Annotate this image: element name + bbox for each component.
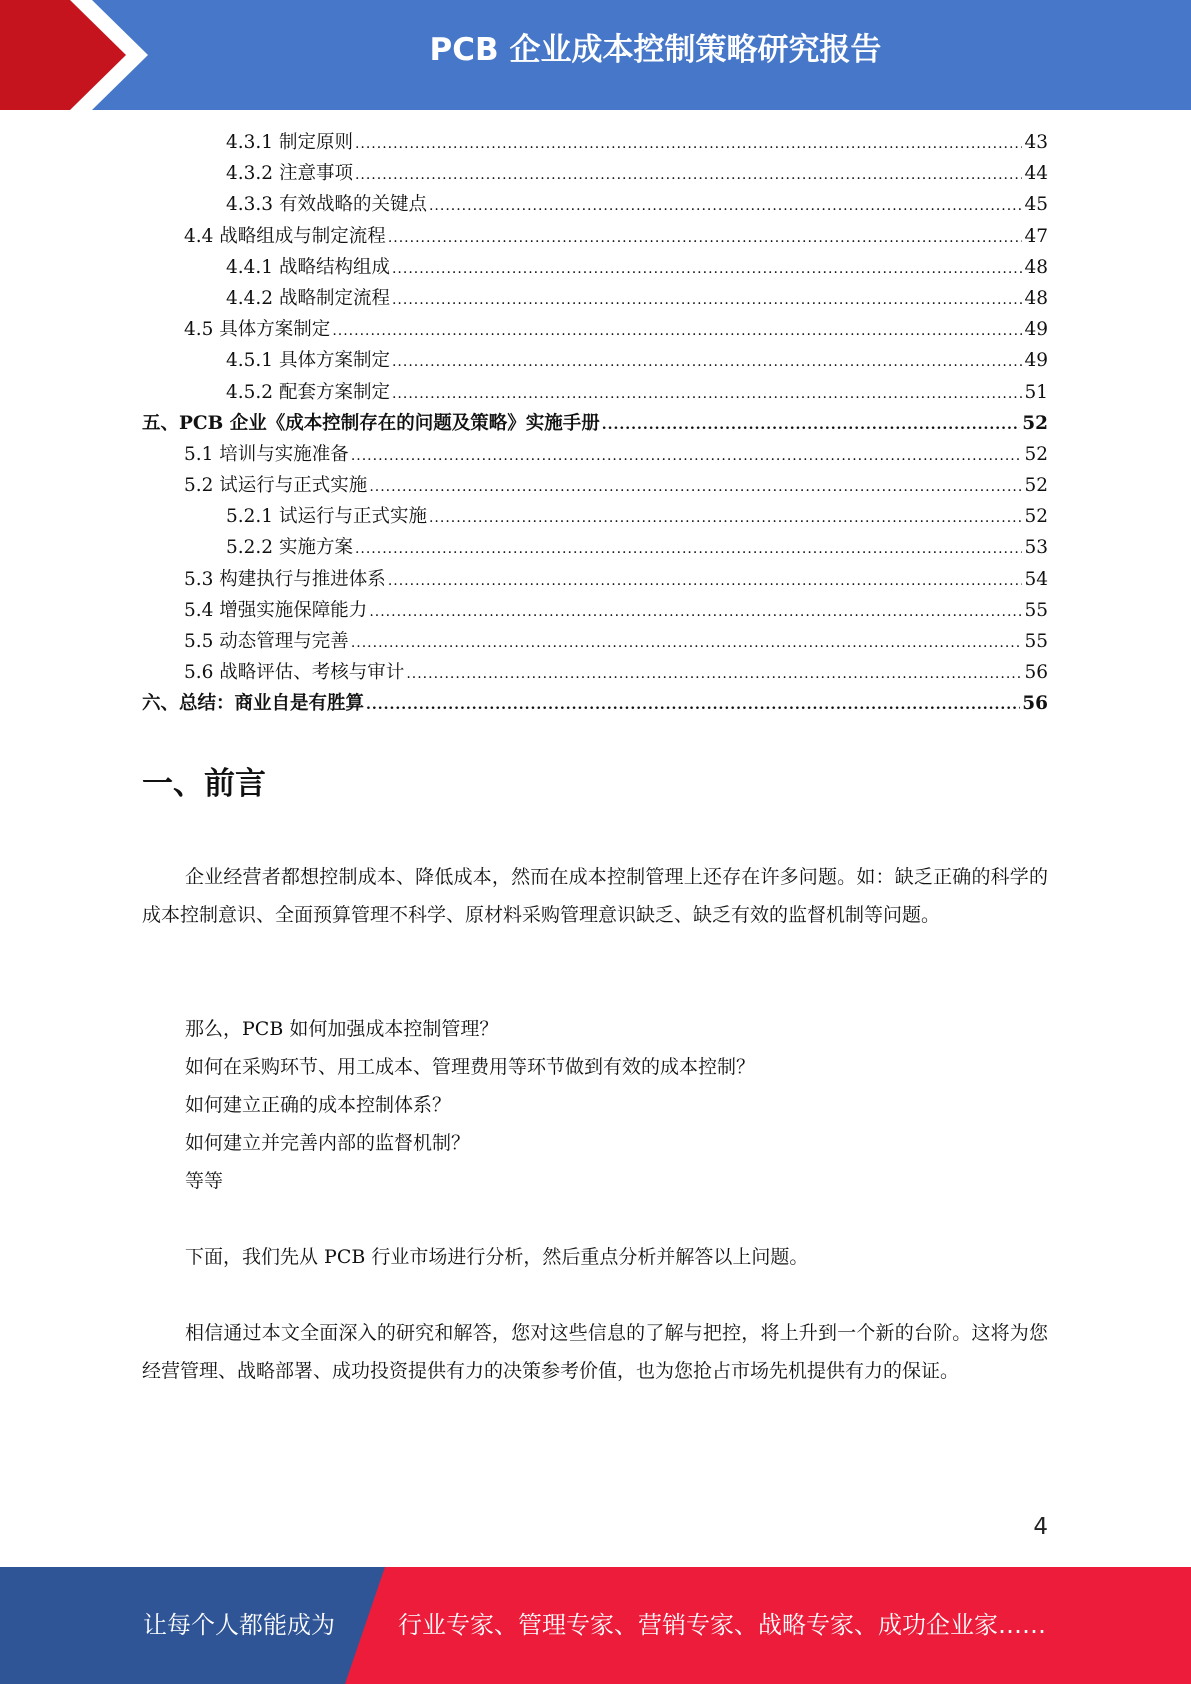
conclusion-paragraph: 相信通过本文全面深入的研究和解答，您对这些信息的了解与把控，将上升到一个新的台阶。这将为您经营管理、战略部署、成功投资提供有力的决策参考价值，也为您抢占市场先机提供有力的保证。 <box>142 1322 1048 1382</box>
toc-leader-dots <box>369 597 1022 628</box>
question-line: 如何在采购环节、用工成本、管理费用等环节做到有效的成本控制？ <box>185 1056 756 1078</box>
toc-entry[interactable] <box>142 439 1048 470</box>
toc-entry[interactable] <box>142 657 1048 688</box>
toc-entry-page: 43 <box>1024 132 1048 153</box>
toc-entry-label: 六、总结：商业自是有胜算 <box>142 693 365 715</box>
toc-entry-label: 五、PCB 企业《成本控制存在的问题及策略》实施手册 <box>142 412 600 434</box>
toc-entry-page: 52 <box>1022 412 1048 434</box>
toc-entry-page: 44 <box>1024 163 1048 185</box>
toc-leader-dots <box>355 534 1023 565</box>
toc-leader-dots <box>392 254 1022 285</box>
toc-entry-page: 45 <box>1024 194 1048 216</box>
toc-entry-label: 5.2.2 实施方案 <box>226 537 353 559</box>
toc-entry-label: 5.4 增强实施保障能力 <box>184 599 368 621</box>
toc-entry[interactable] <box>142 314 1048 345</box>
toc-entry-label: 4.3.3 有效战略的关键点 <box>226 194 427 216</box>
toc-entry-page: 52 <box>1024 475 1048 497</box>
toc-leader-dots <box>351 628 1023 659</box>
toc-entry-page: 48 <box>1024 287 1048 309</box>
toc-entry[interactable] <box>142 158 1048 189</box>
toc-entry-page: 55 <box>1024 599 1048 621</box>
question-line: 等等 <box>185 1170 224 1192</box>
toc-entry-label: 5.2 试运行与正式实施 <box>184 475 368 497</box>
toc-entry[interactable] <box>142 501 1048 532</box>
toc-entry-label: 5.5 动态管理与完善 <box>184 631 349 652</box>
analysis-paragraph: 下面，我们先从 PCB 行业市场进行分析，然后重点分析并解答以上问题。 <box>185 1246 809 1268</box>
toc-entry[interactable] <box>142 283 1048 314</box>
toc-entry-label: 4.4.1 战略结构组成 <box>226 256 390 278</box>
toc-entry-page: 54 <box>1024 568 1048 590</box>
question-line: 如何建立正确的成本控制体系？ <box>185 1094 452 1116</box>
toc-entry[interactable] <box>142 470 1048 501</box>
toc-leader-dots <box>429 191 1022 222</box>
toc-entry[interactable] <box>142 688 1048 719</box>
toc-leader-dots <box>369 472 1022 503</box>
toc-entry-label: 5.6 战略评估、考核与审计 <box>184 662 405 684</box>
toc-leader-dots <box>392 379 1022 410</box>
toc-entry[interactable] <box>142 252 1048 283</box>
table-of-contents <box>142 127 1048 720</box>
toc-entry-page: 56 <box>1022 693 1048 715</box>
toc-entry-label: 5.1 培训与实施准备 <box>184 443 349 465</box>
toc-entry-page: 51 <box>1024 381 1048 403</box>
toc-entry[interactable] <box>142 189 1048 220</box>
toc-entry-page: 52 <box>1024 506 1048 528</box>
footer-slogan-right: 行业专家、管理专家、营销专家、战略专家、成功企业家…… <box>398 1611 1046 1639</box>
toc-entry-label: 4.3.1 制定原则 <box>226 132 353 153</box>
toc-leader-dots <box>351 441 1023 472</box>
toc-entry-label: 4.4 战略组成与制定流程 <box>184 225 386 247</box>
toc-entry[interactable] <box>142 408 1048 439</box>
toc-entry-label: 4.4.2 战略制定流程 <box>226 287 390 309</box>
toc-entry-label: 4.5.2 配套方案制定 <box>226 381 390 403</box>
toc-entry[interactable] <box>142 377 1048 408</box>
toc-entry[interactable] <box>142 626 1048 657</box>
toc-leader-dots <box>388 566 1023 597</box>
question-line: 如何建立并完善内部的监督机制？ <box>185 1132 471 1154</box>
toc-entry-label: 5.3 构建执行与推进体系 <box>184 568 386 590</box>
toc-entry[interactable] <box>142 564 1048 595</box>
header-band <box>0 0 1191 110</box>
toc-entry[interactable] <box>142 532 1048 563</box>
section-heading: 一、前言 <box>142 766 266 802</box>
toc-leader-dots <box>429 503 1022 534</box>
toc-entry[interactable] <box>142 345 1048 376</box>
question-line: 那么，PCB 如何加强成本控制管理？ <box>185 1018 499 1040</box>
toc-leader-dots <box>388 223 1023 254</box>
toc-entry-label: 4.5.1 具体方案制定 <box>226 350 390 372</box>
toc-entry-page: 56 <box>1024 662 1048 684</box>
toc-entry-page: 49 <box>1024 319 1048 341</box>
toc-leader-dots <box>355 160 1023 191</box>
page-number: 4 <box>1033 1514 1048 1540</box>
toc-entry-page: 52 <box>1024 443 1048 465</box>
toc-leader-dots <box>406 659 1022 690</box>
intro-paragraph: 企业经营者都想控制成本、降低成本，然而在成本控制管理上还存在许多问题。如：缺乏正确的科学的成本控制意识、全面预算管理不科学、原材料采购管理意识缺乏、缺乏有效的监督机制等问题。 <box>142 866 1048 926</box>
toc-leader-dots <box>332 316 1022 347</box>
toc-entry-label: 5.2.1 试运行与正式实施 <box>226 506 427 528</box>
toc-entry-page: 48 <box>1024 256 1048 278</box>
toc-entry-page: 53 <box>1024 537 1048 559</box>
footer-band <box>0 1567 1191 1684</box>
toc-leader-dots <box>392 285 1022 316</box>
toc-entry-label: 4.5 具体方案制定 <box>184 319 331 341</box>
toc-entry-label: 4.3.2 注意事项 <box>226 163 353 185</box>
toc-entry[interactable] <box>142 221 1048 252</box>
toc-entry[interactable] <box>142 595 1048 626</box>
footer-slogan-left: 让每个人都能成为 <box>143 1611 335 1639</box>
toc-entry-page: 55 <box>1024 631 1048 652</box>
question-list <box>185 1010 1045 1200</box>
toc-entry[interactable] <box>142 127 1048 158</box>
toc-entry-page: 47 <box>1024 225 1048 247</box>
toc-leader-dots <box>366 690 1020 721</box>
toc-leader-dots <box>392 347 1022 378</box>
toc-leader-dots <box>602 410 1021 441</box>
document-title: PCB 企业成本控制策略研究报告 <box>429 32 882 68</box>
toc-leader-dots <box>355 129 1023 160</box>
toc-entry-page: 49 <box>1024 350 1048 372</box>
